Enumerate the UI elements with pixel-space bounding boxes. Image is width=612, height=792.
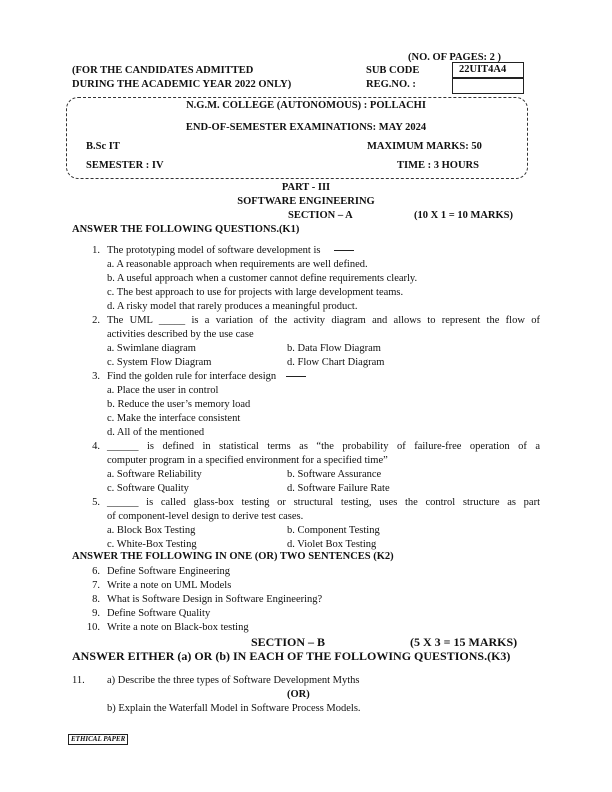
instruction-k2: ANSWER THE FOLLOWING IN ONE (OR) TWO SENTENCES (K2) [72,551,394,562]
question-text: What is Software Design in Software Engineering? [107,594,323,605]
question-number: 7. [92,580,100,591]
question-text-line-2: of component-level design to derive test cases. [107,511,304,522]
exam-time: TIME : 3 HOURS [397,160,479,171]
or-separator: (OR) [287,689,310,700]
question-number: 2. [92,315,100,326]
option-c: c. The best approach to use for projects with large development teams. [107,287,404,298]
question-option-a: a) Describe the three types of Software Development Myths [107,675,360,686]
option-d: d. Violet Box Testing [287,539,377,550]
question-text-line-2: activities described by the use case [107,329,254,340]
question-number: 5. [92,497,100,508]
option-d: d. Software Failure Rate [287,483,390,494]
option-a: a. Swimlane diagram [107,343,196,354]
exam-title: END-OF-SEMESTER EXAMINATIONS: MAY 2024 [185,122,427,133]
question-number: 1. [92,245,100,256]
question-option-b: b) Explain the Waterfall Model in Software Process Models. [107,703,361,714]
section-b-title: SECTION – B [251,635,326,649]
page-count: (NO. OF PAGES: 2 ) [408,52,502,63]
option-b: b. Data Flow Diagram [287,343,381,354]
question-text-line-1: The UML _____ is a variation of the activity diagram and allows to represent the flow of [107,315,540,326]
reg-no-box [452,77,524,94]
semester: SEMESTER : IV [86,160,164,171]
option-b: b. Reduce the user’s memory load [107,399,251,410]
candidates-line-2: DURING THE ACADEMIC YEAR 2022 ONLY) [72,79,292,90]
answer-blank [286,375,306,377]
question-text-line-1: ______ is defined in statistical terms as “the probability of failure-free operation of a [107,441,540,452]
subject-title: SOFTWARE ENGINEERING [237,196,375,207]
option-c: c. Make the interface consistent [107,413,241,424]
part-label: PART - III [281,182,331,193]
option-d: d. Flow Chart Diagram [287,357,385,368]
reg-no-label: REG.NO. : [366,79,416,90]
question-number: 11. [72,675,85,686]
question-text: Write a note on UML Models [107,580,232,591]
instruction-k1: ANSWER THE FOLLOWING QUESTIONS.(K1) [72,224,300,235]
option-b: b. Software Assurance [287,469,382,480]
sub-code-label: SUB CODE [366,65,420,76]
section-b-marks: (5 X 3 = 15 MARKS) [410,635,518,649]
option-c: c. Software Quality [107,483,189,494]
option-a: a. Place the user in control [107,385,219,396]
question-number: 10. [86,622,100,633]
option-a: a. Block Box Testing [107,525,196,536]
ethical-paper-tag: ETHICAL PAPER [68,734,128,745]
option-a: a. Software Reliability [107,469,202,480]
option-a: a. A reasonable approach when requirements are well defined. [107,259,368,270]
candidates-line-1: (FOR THE CANDIDATES ADMITTED [72,65,254,76]
section-a-marks: (10 X 1 = 10 MARKS) [414,210,514,221]
question-text-line-1: ______ is called glass-box testing or structural testing, uses the control structure as part [107,497,540,508]
program: B.Sc IT [86,141,120,152]
answer-blank [334,249,354,251]
question-number: 8. [92,594,100,605]
option-b: b. A useful approach when a customer cannot define requirements clearly. [107,273,418,284]
question-text: Define Software Engineering [107,566,231,577]
college-name: N.G.M. COLLEGE (AUTONOMOUS) : POLLACHI [186,100,426,111]
question-number: 6. [92,566,100,577]
question-text: Find the golden rule for interface design [107,371,277,382]
option-c: c. White-Box Testing [107,539,197,550]
option-d: d. A risky model that rarely produces a meaningful product. [107,301,358,312]
max-marks: MAXIMUM MARKS: 50 [367,141,482,152]
question-text-line-2: computer program in a specified environment for a specified time” [107,455,388,466]
section-a-title: SECTION – A [288,210,353,221]
option-b: b. Component Testing [287,525,380,536]
option-c: c. System Flow Diagram [107,357,212,368]
question-number: 9. [92,608,100,619]
question-text: Write a note on Black-box testing [107,622,249,633]
question-text: The prototyping model of software development is [107,245,321,256]
question-number: 3. [92,371,100,382]
instruction-k3: ANSWER EITHER (a) OR (b) IN EACH OF THE FOLLOWING QUESTIONS.(K3) [72,649,511,663]
question-number: 4. [92,441,100,452]
sub-code-value: 22UIT4A4 [459,64,507,75]
option-d: d. All of the mentioned [107,427,205,438]
question-text: Define Software Quality [107,608,211,619]
